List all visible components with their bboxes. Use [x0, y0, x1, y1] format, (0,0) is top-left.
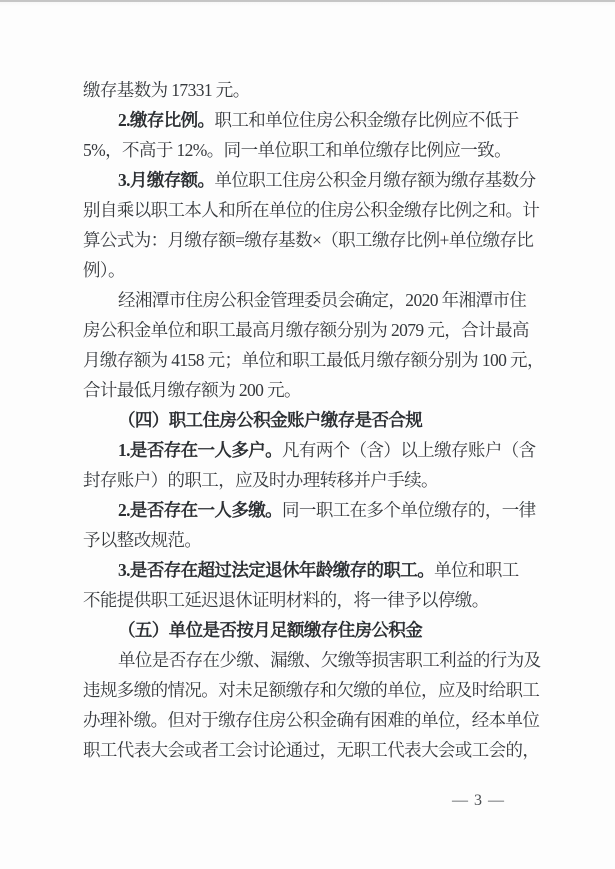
line-text: 例）。	[83, 260, 125, 280]
text-line	[83, 675, 540, 705]
text-line	[83, 315, 535, 345]
line-text: 合计最低月缴存额为 200 元。	[83, 380, 301, 400]
text-line	[83, 165, 535, 195]
line-text: 职工代表大会或者工会讨论通过，无职工代表大会或工会的，	[83, 740, 540, 760]
line-text: 单位是否存在少缴、漏缴、欠缴等损害职工利益的行为及	[118, 650, 541, 670]
text-line	[83, 525, 535, 555]
line-text: 封存账户）的职工，应及时办理转移并户手续。	[83, 470, 438, 490]
text-line	[83, 195, 540, 225]
line-text: 职工和单位住房公积金缴存比例应不低于	[214, 110, 519, 130]
scan-edge	[0, 0, 615, 2]
text-line	[83, 75, 535, 105]
line-bold-text: 3.月缴存额。	[118, 170, 215, 190]
page-number: — 3 —	[452, 792, 505, 809]
line-text: 算公式为：月缴存额=缴存基数×（职工缴存比例+单位缴存比	[83, 230, 534, 250]
line-text: 凡有两个（含）以上缴存账户（含	[282, 440, 536, 460]
line-bold-text: （四）职工住房公积金账户缴存是否合规	[118, 410, 423, 430]
text-line	[83, 435, 535, 465]
line-text: 缴存基数为 17331 元。	[83, 80, 250, 100]
text-line	[83, 135, 535, 165]
text-line	[83, 465, 535, 495]
text-line	[83, 495, 535, 525]
line-bold-text: 2.是否存在一人多缴。	[118, 500, 283, 520]
text-line	[83, 345, 544, 375]
text-line	[83, 375, 535, 405]
line-text: 予以整改规范。	[83, 530, 202, 550]
section-heading	[83, 615, 535, 645]
line-bold-text: （五）单位是否按月足额缴存住房公积金	[118, 620, 423, 640]
line-text: 违规多缴的情况。对未足额缴存和欠缴的单位，应及时给职工	[83, 680, 540, 700]
section-heading	[83, 405, 535, 435]
line-text: 房公积金单位和职工最高月缴存额分别为 2079 元，合计最高	[83, 320, 529, 340]
line-text: 单位和职工	[434, 560, 519, 580]
line-text: 别自乘以职工本人和所在单位的住房公积金缴存比例之和。计	[83, 200, 540, 220]
line-bold-text: 2.缴存比例。	[118, 110, 215, 130]
text-line	[83, 285, 535, 315]
line-text: 单位职工住房公积金月缴存额为缴存基数分	[214, 170, 536, 190]
line-text: 经湘潭市住房公积金管理委员会确定，2020 年湘潭市住	[118, 290, 527, 310]
line-bold-text: 1.是否存在一人多户。	[118, 440, 283, 460]
text-line	[83, 255, 535, 285]
line-text: 同一职工在多个单位缴存的，一律	[282, 500, 536, 520]
text-line	[83, 105, 535, 135]
text-line	[83, 225, 535, 255]
text-line	[83, 555, 535, 585]
line-text: 5%，不高于 12%。同一单位职工和单位缴存比例应一致。	[83, 140, 511, 160]
line-text: 办理补缴。但对于缴存住房公积金确有困难的单位，经本单位	[83, 710, 540, 730]
line-text: 月缴存额为 4158 元；单位和职工最低月缴存额分别为 100 元，	[83, 350, 544, 370]
text-line	[83, 645, 541, 675]
line-text: 不能提供职工延迟退休证明材料的，将一律予以停缴。	[83, 590, 489, 610]
text-line	[83, 735, 540, 765]
line-bold-text: 3.是否存在超过法定退休年龄缴存的职工。	[118, 560, 435, 580]
document-body	[83, 75, 544, 765]
text-line	[83, 705, 540, 735]
text-line	[83, 585, 535, 615]
